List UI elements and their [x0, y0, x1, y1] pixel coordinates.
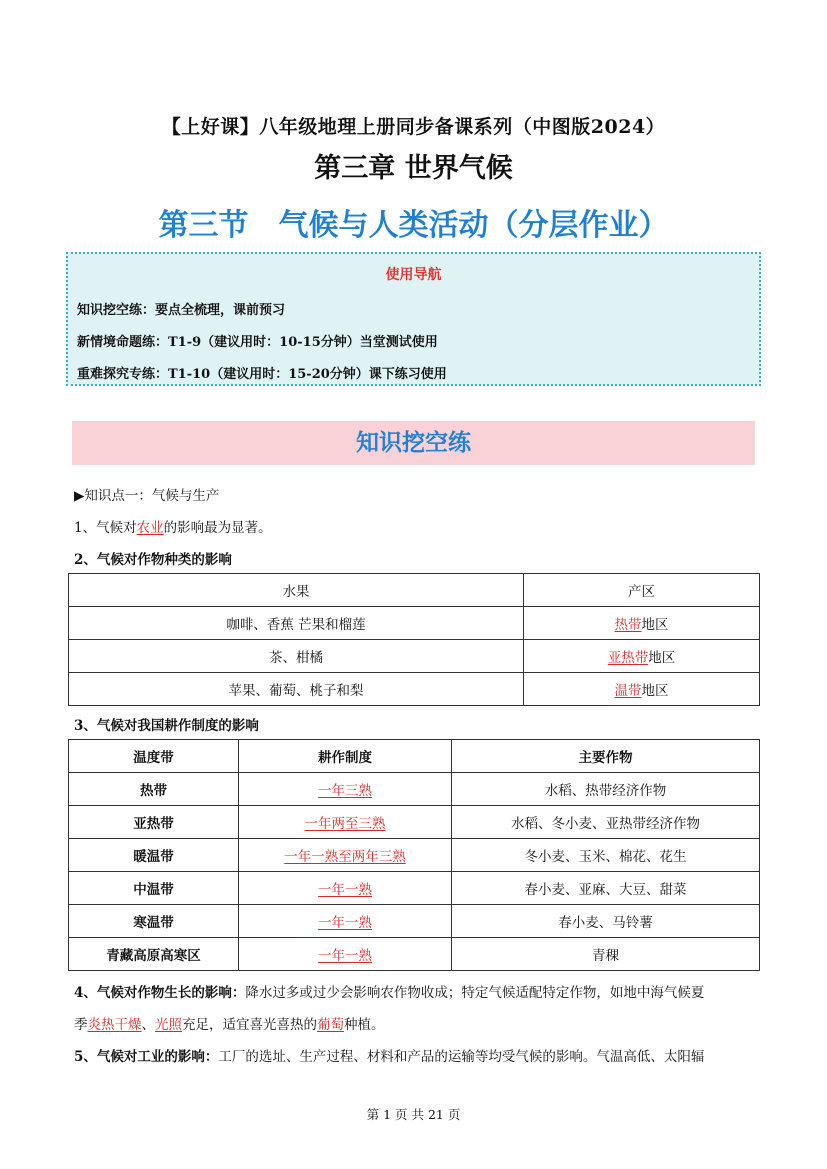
crops-cell: 春小麦、马铃薯	[452, 905, 760, 938]
region-suffix: 地区	[641, 617, 669, 633]
answer-blank: 一年两至三熟	[304, 816, 386, 832]
section-title: 第三节 气候与人类活动（分层作业）	[158, 208, 669, 243]
fruit-cell: 茶、柑橘	[69, 640, 524, 673]
table-row	[69, 839, 760, 872]
guide-line: 重难探究专练：T1-10（建议用时：15-20分钟）课下练习使用	[77, 367, 447, 382]
usage-guide-box	[66, 252, 761, 386]
farming-system-table	[68, 739, 760, 971]
fruit-cell: 苹果、葡萄、桃子和梨	[69, 673, 524, 706]
item-1-pre: 1、气候对	[74, 520, 137, 536]
answer-blank: 一年一熟至两年三熟	[284, 849, 406, 865]
region-cell	[524, 640, 760, 673]
item-4-line-1	[74, 981, 704, 1001]
answer-blank: 光照	[155, 1017, 182, 1033]
item-2-heading: 2、气候对作物种类的影响	[74, 552, 232, 568]
crops-cell: 冬小麦、玉米、棉花、花生	[452, 839, 760, 872]
table-row	[69, 938, 760, 971]
column-header: 主要作物	[452, 740, 760, 773]
guide-line: 新情境命题练：T1-9（建议用时：10-15分钟）当堂测试使用	[77, 335, 438, 350]
zone-cell: 热带	[69, 773, 239, 806]
system-cell	[239, 938, 452, 971]
table-row	[69, 872, 760, 905]
zone-cell: 寒温带	[69, 905, 239, 938]
fruit-cell: 咖啡、香蕉 芒果和榴莲	[69, 607, 524, 640]
knowledge-point-heading: ▶知识点一：气候与生产	[74, 488, 220, 504]
table-row	[69, 640, 760, 673]
system-cell	[239, 872, 452, 905]
system-cell	[239, 806, 452, 839]
system-cell	[239, 773, 452, 806]
item-3-heading: 3、气候对我国耕作制度的影响	[74, 718, 259, 734]
column-header: 水果	[69, 574, 524, 607]
section-banner: 知识挖空练	[72, 421, 755, 465]
column-header: 耕作制度	[239, 740, 452, 773]
crops-cell: 水稻、冬小麦、亚热带经济作物	[452, 806, 760, 839]
item-4-text: 充足，适宜喜光喜热的	[182, 1017, 317, 1033]
answer-blank: 葡萄	[317, 1017, 344, 1033]
answer-blank: 一年一熟	[318, 882, 372, 898]
series-title: 【上好课】八年级地理上册同步备课系列（中图版2024）	[161, 116, 666, 138]
region-suffix: 地区	[648, 650, 676, 666]
answer-blank: 炎热干燥	[87, 1017, 142, 1033]
table-row	[69, 673, 760, 706]
page-footer: 第 1 页 共 21 页	[366, 1107, 461, 1122]
answer-blank: 一年一熟	[318, 915, 372, 931]
item-4-text: 、	[141, 1017, 155, 1033]
guide-title: 使用导航	[385, 267, 442, 283]
crops-cell: 水稻、热带经济作物	[452, 773, 760, 806]
answer-blank: 农业	[136, 520, 164, 536]
table-row	[69, 806, 760, 839]
system-cell	[239, 905, 452, 938]
item-4-heading: 4、气候对作物生长的影响：	[74, 985, 246, 1001]
item-1	[74, 516, 272, 536]
crops-cell: 青稞	[452, 938, 760, 971]
guide-line: 知识挖空练：要点全梳理，课前预习	[77, 303, 286, 318]
column-header: 温度带	[69, 740, 239, 773]
table-header-row	[69, 574, 760, 607]
answer-blank: 热带	[614, 617, 642, 633]
answer-blank: 亚热带	[607, 650, 649, 666]
answer-blank: 一年三熟	[318, 783, 372, 799]
system-cell	[239, 839, 452, 872]
zone-cell: 暖温带	[69, 839, 239, 872]
item-1-post: 的影响最为显著。	[163, 520, 272, 536]
crops-cell: 春小麦、亚麻、大豆、甜菜	[452, 872, 760, 905]
region-cell	[524, 607, 760, 640]
zone-cell: 中温带	[69, 872, 239, 905]
crop-region-table	[68, 573, 760, 706]
answer-blank: 一年一熟	[318, 948, 372, 964]
item-5-text: 工厂的选址、生产过程、材料和产品的运输等均受气候的影响。气温高低、太阳辐	[218, 1049, 705, 1065]
answer-blank: 温带	[614, 683, 642, 699]
table-row	[69, 905, 760, 938]
column-header: 产区	[524, 574, 760, 607]
item-5-line-1	[74, 1045, 704, 1065]
item-4-line-2	[74, 1013, 385, 1033]
zone-cell: 亚热带	[69, 806, 239, 839]
table-row	[69, 773, 760, 806]
region-suffix: 地区	[641, 683, 669, 699]
table-row	[69, 607, 760, 640]
region-cell	[524, 673, 760, 706]
chapter-title: 第三章 世界气候	[314, 153, 513, 184]
item-4-text: 种植。	[344, 1017, 385, 1033]
table-header-row	[69, 740, 760, 773]
item-4-text: 降水过多或过少会影响农作物收成；特定气候适配特定作物，如地中海气候夏	[245, 985, 705, 1001]
zone-cell: 青藏高原高寒区	[69, 938, 239, 971]
item-4-text: 季	[74, 1017, 88, 1033]
item-5-heading: 5、气候对工业的影响：	[74, 1049, 219, 1065]
